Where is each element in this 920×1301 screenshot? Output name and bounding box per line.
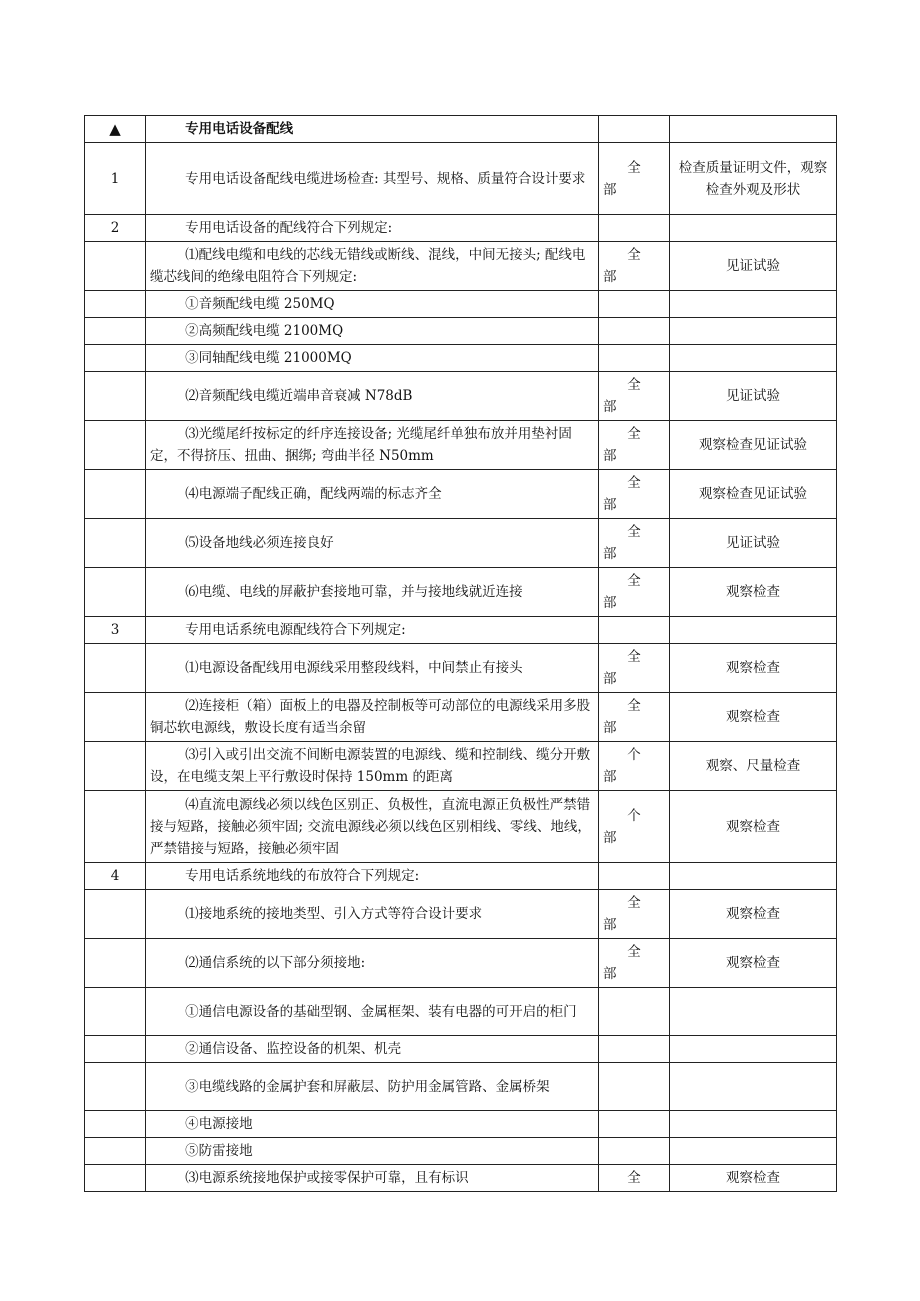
quantity-top: 全 (627, 247, 641, 263)
inspection-item: ①音频配线电缆 250MQ (146, 291, 599, 318)
row-number (85, 1111, 146, 1138)
inspection-method (670, 345, 837, 372)
quantity-bottom: 部 (603, 181, 617, 198)
inspection-quantity (599, 693, 670, 742)
quantity-bottom: 部 (603, 269, 617, 285)
table-row (85, 863, 837, 890)
inspection-quantity (599, 421, 670, 470)
row-number (85, 644, 146, 693)
inspection-quantity (599, 568, 670, 617)
row-number (85, 1138, 146, 1165)
inspection-method (670, 1111, 837, 1138)
row-number (85, 291, 146, 318)
quantity-bottom: 部 (603, 720, 617, 736)
inspection-quantity (599, 1036, 670, 1063)
table-row (85, 568, 837, 617)
table-row (85, 742, 837, 791)
row-number (85, 1063, 146, 1111)
inspection-quantity (599, 143, 670, 215)
inspection-item: ⑴接地系统的接地类型、引入方式等符合设计要求 (146, 890, 599, 939)
row-number: 4 (85, 863, 146, 890)
inspection-table (84, 115, 837, 1192)
table-row (85, 1138, 837, 1165)
quantity-top: 个 (627, 747, 641, 763)
inspection-method (670, 318, 837, 345)
quantity-top: 全 (627, 944, 641, 960)
inspection-item: ⑸设备地线必须连接良好 (146, 519, 599, 568)
row-number (85, 1165, 146, 1192)
inspection-quantity (599, 1165, 670, 1192)
inspection-item: ⑤防雷接地 (146, 1138, 599, 1165)
inspection-item: ⑹电缆、电线的屏蔽护套接地可靠，并与接地线就近连接 (146, 568, 599, 617)
inspection-method: 观察检查 (670, 644, 837, 693)
table-row (85, 242, 837, 291)
quantity-bottom: 部 (603, 399, 617, 415)
inspection-method (670, 1036, 837, 1063)
inspection-method: 观察检查 (670, 693, 837, 742)
inspection-quantity (599, 791, 670, 863)
quantity-top: 个 (627, 807, 641, 824)
inspection-item: ⑶电源系统接地保护或接零保护可靠，且有标识 (146, 1165, 599, 1192)
row-number (85, 791, 146, 863)
quantity-top: 全 (627, 524, 641, 540)
row-number: 3 (85, 617, 146, 644)
inspection-method (670, 215, 837, 242)
row-number: ▲ (85, 116, 146, 143)
row-number: 1 (85, 143, 146, 215)
inspection-quantity (599, 742, 670, 791)
inspection-quantity (599, 1138, 670, 1165)
inspection-method (670, 988, 837, 1036)
quantity-bottom: 部 (603, 769, 617, 785)
row-number (85, 345, 146, 372)
table-row (85, 116, 837, 143)
table-row (85, 617, 837, 644)
quantity-top: 全 (627, 573, 641, 589)
row-number (85, 742, 146, 791)
inspection-method (670, 617, 837, 644)
inspection-quantity (599, 291, 670, 318)
inspection-quantity (599, 372, 670, 421)
inspection-method: 见证试验 (670, 242, 837, 291)
inspection-item: ③同轴配线电缆 21000MQ (146, 345, 599, 372)
inspection-quantity (599, 1063, 670, 1111)
inspection-quantity (599, 345, 670, 372)
inspection-quantity (599, 988, 670, 1036)
table-row (85, 644, 837, 693)
row-number (85, 318, 146, 345)
inspection-method: 观察检查 (670, 1165, 837, 1192)
inspection-item: 专用电话设备配线 (146, 116, 599, 143)
inspection-method: 观察检查 (670, 568, 837, 617)
row-number (85, 693, 146, 742)
row-number (85, 421, 146, 470)
table-row (85, 215, 837, 242)
inspection-quantity (599, 215, 670, 242)
inspection-item: ⑵通信系统的以下部分须接地: (146, 939, 599, 988)
inspection-method (670, 1138, 837, 1165)
row-number (85, 470, 146, 519)
inspection-item: ③电缆线路的金属护套和屏蔽层、防护用金属管路、金属桥架 (146, 1063, 599, 1111)
table-body (85, 116, 837, 1192)
inspection-quantity (599, 242, 670, 291)
row-number (85, 988, 146, 1036)
inspection-method (670, 291, 837, 318)
row-number (85, 372, 146, 421)
table-row (85, 291, 837, 318)
table-row (85, 890, 837, 939)
inspection-method (670, 863, 837, 890)
quantity-top: 全 (627, 698, 641, 714)
table-row (85, 421, 837, 470)
quantity-bottom: 部 (603, 497, 617, 513)
quantity-top: 全 (627, 426, 641, 442)
inspection-item: ⑵连接柜（箱）面板上的电器及控制板等可动部位的电源线采用多股铜芯软电源线，敷设长度有适当余留 (146, 693, 599, 742)
row-number: 2 (85, 215, 146, 242)
inspection-item: ⑷电源端子配线正确，配线两端的标志齐全 (146, 470, 599, 519)
quantity-bottom: 部 (603, 595, 617, 611)
table-row (85, 318, 837, 345)
inspection-item: 专用电话系统地线的布放符合下列规定: (146, 863, 599, 890)
table-row (85, 1111, 837, 1138)
table-row (85, 791, 837, 863)
inspection-quantity (599, 1111, 670, 1138)
table-row (85, 693, 837, 742)
inspection-quantity (599, 939, 670, 988)
quantity-bottom: 部 (603, 671, 617, 687)
inspection-method: 观察检查见证试验 (670, 421, 837, 470)
row-number (85, 519, 146, 568)
inspection-item: 专用电话系统电源配线符合下列规定: (146, 617, 599, 644)
row-number (85, 568, 146, 617)
inspection-quantity (599, 890, 670, 939)
inspection-item: ⑴电源设备配线用电源线采用整段线料，中间禁止有接头 (146, 644, 599, 693)
inspection-item: ⑶光缆尾纤按标定的纤序连接设备; 光缆尾纤单独布放并用垫衬固定，不得挤压、扭曲、捆绑; 弯曲半径 N50mm (146, 421, 599, 470)
table-row (85, 345, 837, 372)
inspection-quantity (599, 644, 670, 693)
row-number (85, 890, 146, 939)
inspection-method: 观察、尺量检查 (670, 742, 837, 791)
inspection-method: 见证试验 (670, 519, 837, 568)
inspection-quantity (599, 116, 670, 143)
table-row (85, 470, 837, 519)
inspection-method: 检查质量证明文件，观察检查外观及形状 (670, 143, 837, 215)
quantity-top: 全 (627, 377, 641, 393)
inspection-item: ①通信电源设备的基础型钢、金属框架、装有电器的可开启的柜门 (146, 988, 599, 1036)
inspection-method: 观察检查 (670, 890, 837, 939)
table-row (85, 519, 837, 568)
inspection-method: 观察检查见证试验 (670, 470, 837, 519)
quantity-bottom: 部 (603, 966, 617, 982)
inspection-quantity (599, 863, 670, 890)
inspection-item: ⑷直流电源线必须以线色区别正、负极性，直流电源正负极性严禁错接与短路，接触必须牢固; 交流电源线必须以线色区别相线、零线、地线，严禁错接与短路，接触必须牢固 (146, 791, 599, 863)
inspection-quantity (599, 617, 670, 644)
inspection-method (670, 1063, 837, 1111)
row-number (85, 1036, 146, 1063)
quantity-top: 全 (627, 475, 641, 491)
inspection-method: 观察检查 (670, 791, 837, 863)
inspection-item: ⑶引入或引出交流不间断电源装置的电源线、缆和控制线、缆分开敷设，在电缆支架上平行敷设时保持 150mm 的距离 (146, 742, 599, 791)
quantity-bottom: 部 (603, 448, 617, 464)
inspection-method (670, 116, 837, 143)
row-number (85, 242, 146, 291)
inspection-item: ⑴配线电缆和电线的芯线无错线或断线、混线，中间无接头; 配线电缆芯线间的绝缘电阻符合下列规定: (146, 242, 599, 291)
quantity-top: 全 (627, 1170, 641, 1186)
inspection-quantity (599, 470, 670, 519)
inspection-item: 专用电话设备的配线符合下列规定: (146, 215, 599, 242)
quantity-top: 全 (627, 159, 641, 176)
quantity-top: 全 (627, 895, 641, 911)
quantity-bottom: 部 (603, 546, 617, 562)
inspection-quantity (599, 318, 670, 345)
quantity-top: 全 (627, 649, 641, 665)
table-row (85, 1036, 837, 1063)
table-row (85, 143, 837, 215)
quantity-bottom: 部 (603, 829, 617, 846)
inspection-item: 专用电话设备配线电缆进场检查: 其型号、规格、质量符合设计要求 (146, 143, 599, 215)
inspection-item: ⑵音频配线电缆近端串音衰减 N78dB (146, 372, 599, 421)
row-number (85, 939, 146, 988)
table-row (85, 939, 837, 988)
inspection-item: ②通信设备、监控设备的机架、机壳 (146, 1036, 599, 1063)
table-row (85, 372, 837, 421)
inspection-item: ④电源接地 (146, 1111, 599, 1138)
inspection-method: 观察检查 (670, 939, 837, 988)
inspection-quantity (599, 519, 670, 568)
inspection-item: ②高频配线电缆 2100MQ (146, 318, 599, 345)
quantity-bottom: 部 (603, 917, 617, 933)
table-row (85, 988, 837, 1036)
table-row (85, 1165, 837, 1192)
inspection-method: 见证试验 (670, 372, 837, 421)
table-row (85, 1063, 837, 1111)
